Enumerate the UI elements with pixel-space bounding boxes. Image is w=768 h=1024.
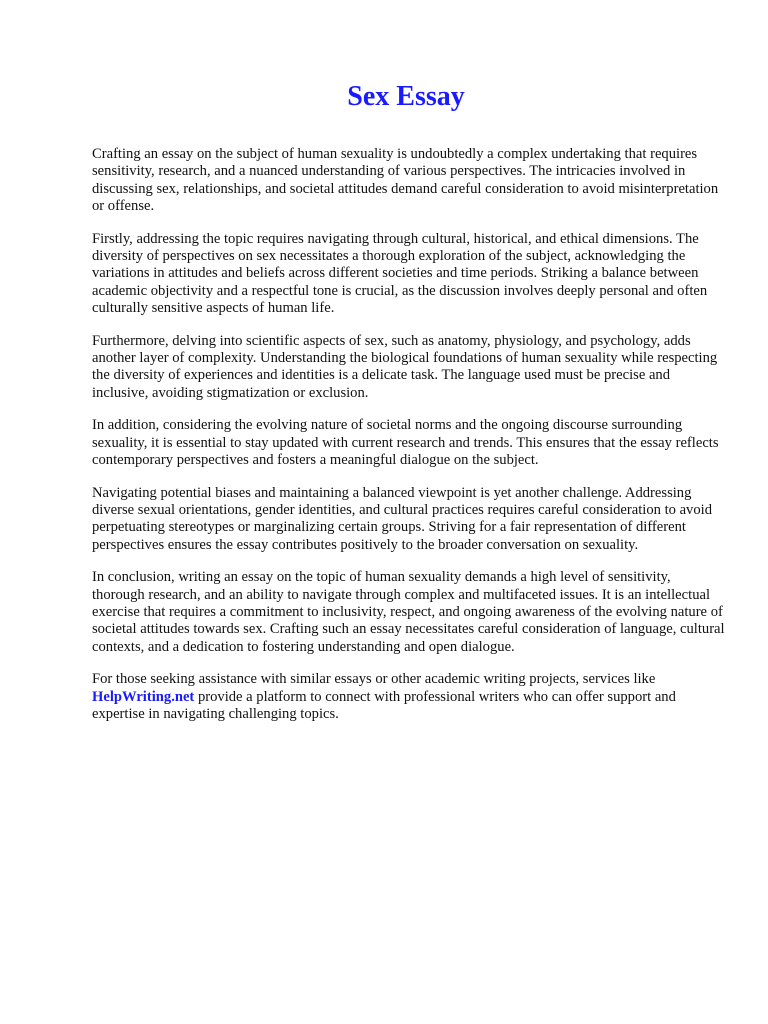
- page-title: Sex Essay: [347, 81, 465, 112]
- closing-text-after-link: provide a platform to connect with professional writers who can offer support and expertise in navigating challenging topics.: [92, 688, 676, 722]
- paragraph-1: Crafting an essay on the subject of human sexuality is undoubtedly a complex undertaking that requires sensitivity, research, and a nuanced understanding of various perspectives. The intricacies involved in discussing sex, relationships, and societal attitudes demand careful consideration to avoid misinterpretation or offense.: [92, 146, 719, 215]
- paragraph-5: Navigating potential biases and maintaining a balanced viewpoint is yet another challenge. Addressing diverse sexual orientations, gender identities, and cultural practices requires careful consideration to avoid perpetuating stereotypes or marginalizing certain groups. Striving for a fair representation of different perspectives ensures the essay contributes positively to the broader conversation on sexuality.: [92, 484, 713, 553]
- paragraph-4: In addition, considering the evolving nature of societal norms and the ongoing discourse surrounding sexuality, it is essential to stay updated with current research and trends. This ensures that the essay reflects contemporary perspectives and fosters a meaningful dialogue on the subject.: [92, 417, 719, 469]
- paragraph-3: Furthermore, delving into scientific aspects of sex, such as anatomy, physiology, and psychology, adds another layer of complexity. Understanding the biological foundations of human sexuality while respecting the diversity of experiences and identities is a delicate task. The language used must be precise and inclusive, avoiding stigmatization or exclusion.: [92, 332, 718, 401]
- paragraph-2: Firstly, addressing the topic requires navigating through cultural, historical, and ethical dimensions. The diversity of perspectives on sex necessitates a thorough exploration of the subject, acknowledging the variations in attitudes and beliefs across different societies and time periods. Striking a balance between academic objectivity and a respectful tone is crucial, as the discussion involves deeply personal and often culturally sensitive aspects of human life.: [92, 230, 708, 317]
- paragraph-6: In conclusion, writing an essay on the topic of human sexuality demands a high level of sensitivity, thorough research, and an ability to navigate through complex and multifaceted issues. It is an intellectual exercise that requires a commitment to inclusivity, respect, and ongoing awareness of the evolving nature of societal attitudes towards sex. Crafting such an essay necessitates careful consideration of language, cultural contexts, and a dedication to fostering understanding and open dialogue.: [92, 569, 725, 655]
- essay-body: [92, 146, 726, 738]
- closing-text-before-link: For those seeking assistance with similar essays or other academic writing projects, services like: [92, 671, 656, 688]
- helpwriting-link[interactable]: HelpWriting.net: [92, 688, 195, 705]
- closing-paragraph: [92, 671, 726, 723]
